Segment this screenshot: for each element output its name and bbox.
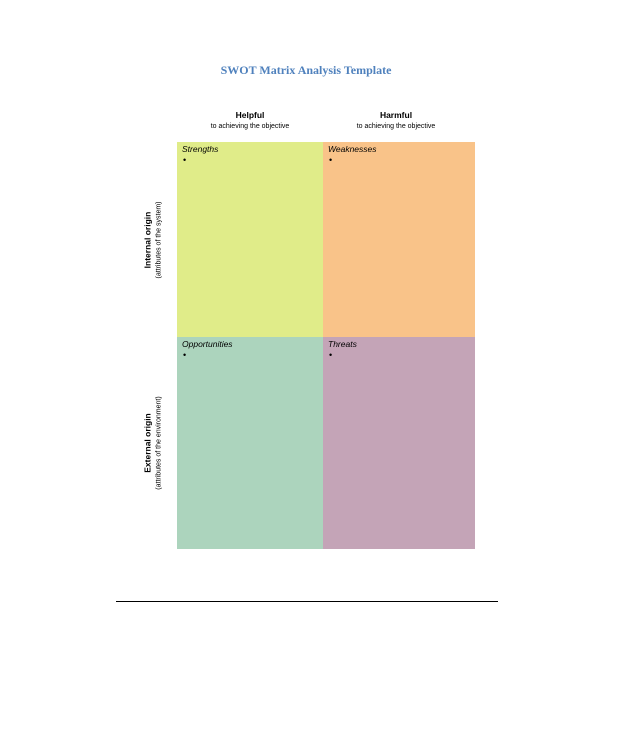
quadrant-strengths-label: Strengths	[182, 144, 219, 154]
row-header-external	[143, 346, 169, 541]
row-header-internal-sublabel: (attributes of the system)	[155, 201, 163, 279]
row-header-internal	[143, 143, 169, 338]
document-title: SWOT Matrix Analysis Template	[220, 63, 392, 77]
column-header-helpful-sublabel: to achieving the objective	[210, 123, 290, 130]
row-header-internal-label: Internal origin	[142, 211, 153, 269]
quadrant-threats[interactable]	[323, 337, 475, 549]
quadrant-strengths[interactable]	[177, 142, 323, 337]
footer-divider	[116, 601, 498, 602]
quadrant-weaknesses[interactable]	[323, 142, 475, 337]
quadrant-threats-bullet[interactable]: •	[329, 350, 333, 360]
column-header-harmful-sublabel: to achieving the objective	[356, 123, 436, 130]
quadrant-opportunities-label: Opportunities	[182, 339, 233, 349]
quadrant-opportunities-bullet[interactable]: •	[183, 350, 187, 360]
quadrant-strengths-bullet[interactable]: •	[183, 155, 187, 165]
column-header-harmful-label: Harmful	[379, 110, 413, 120]
row-header-external-label: External origin	[142, 413, 153, 473]
column-header-helpful	[177, 110, 323, 132]
column-header-harmful	[323, 110, 469, 132]
quadrant-weaknesses-bullet[interactable]: •	[329, 155, 333, 165]
quadrant-weaknesses-label: Weaknesses	[328, 144, 377, 154]
row-header-external-sublabel: (attributes of the environment)	[155, 396, 163, 490]
quadrant-threats-label: Threats	[328, 339, 357, 349]
column-header-helpful-label: Helpful	[235, 110, 265, 120]
swot-matrix	[177, 142, 475, 549]
quadrant-opportunities[interactable]	[177, 337, 323, 549]
